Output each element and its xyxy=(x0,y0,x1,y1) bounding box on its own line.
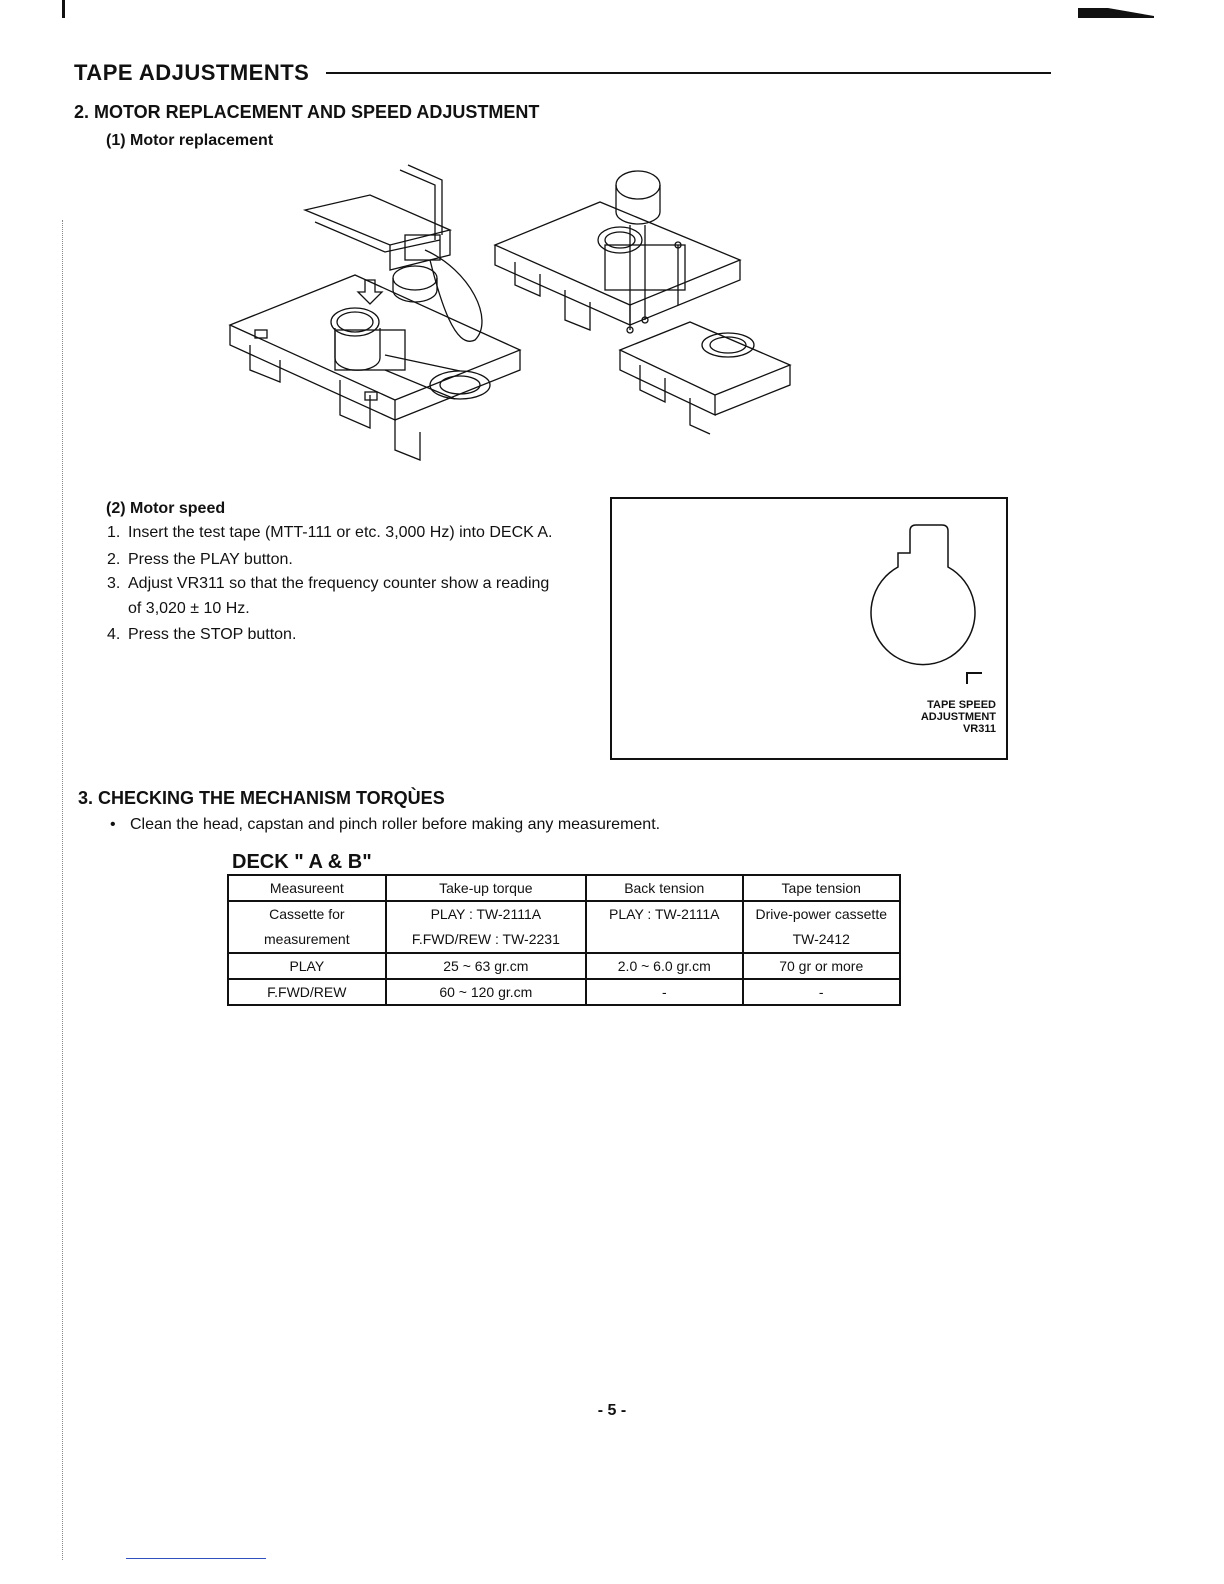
table-cell: PLAY xyxy=(228,953,386,979)
table-header: Measureent xyxy=(228,875,386,901)
page-title: TAPE ADJUSTMENTS xyxy=(74,60,310,85)
table-cell: 60 ~ 120 gr.cm xyxy=(386,979,586,1005)
scan-mark xyxy=(62,0,65,18)
deck-chassis-left xyxy=(230,275,520,460)
removed-motor-assembly xyxy=(305,165,482,341)
bullet: • xyxy=(110,816,116,833)
table-cell: - xyxy=(586,979,742,1005)
section-2-title: 2. MOTOR REPLACEMENT AND SPEED ADJUSTMENT xyxy=(74,102,540,122)
step-2: 2. Press the PLAY button. xyxy=(107,551,293,568)
table-row xyxy=(228,979,900,1005)
table-cell: Drive-power cassette TW-2412 xyxy=(743,901,901,953)
table-cell: PLAY : TW-2111A F.FWD/REW : TW-2231 xyxy=(386,901,586,953)
table-row xyxy=(228,953,900,979)
table-header: Tape tension xyxy=(743,875,901,901)
page-number: - 5 - xyxy=(597,1402,627,1419)
deck-chassis-right xyxy=(495,171,790,434)
vr311-label: TAPE SPEED ADJUSTMENT VR311 xyxy=(920,699,996,735)
table-cell: 25 ~ 63 gr.cm xyxy=(386,953,586,979)
margin-line xyxy=(62,220,63,1560)
motor-replacement-diagram xyxy=(220,150,800,470)
table-cell: PLAY : TW-2111A xyxy=(586,901,742,953)
corner-scan-mark xyxy=(1078,8,1154,18)
table-cell: 70 gr or more xyxy=(743,953,901,979)
title-rule xyxy=(326,72,1051,74)
table-cell: - xyxy=(743,979,901,1005)
table-header: Back tension xyxy=(586,875,742,901)
motor-speed-heading: (2) Motor speed xyxy=(106,500,226,517)
cleaning-note: • Clean the head, capstan and pinch roller before making any measurement. xyxy=(110,816,661,833)
step-3: 3. Adjust VR311 so that the frequency counter show a reading xyxy=(107,575,550,592)
motor-outline-diagram xyxy=(862,519,982,684)
deck-title: DECK " A & B" xyxy=(232,851,372,873)
motor-replacement-heading: (1) Motor replacement xyxy=(106,132,274,149)
step-4: 4. Press the STOP button. xyxy=(107,626,297,643)
table-cell: F.FWD/REW xyxy=(228,979,386,1005)
table-header-row xyxy=(228,875,900,901)
table-cell: 2.0 ~ 6.0 gr.cm xyxy=(586,953,742,979)
section-3-title: 3. CHECKING THE MECHANISM TORQÙES xyxy=(78,788,445,808)
table-cell: Cassette for measurement xyxy=(228,901,386,953)
down-arrow-icon xyxy=(358,280,382,304)
vr311-location-panel xyxy=(610,497,1008,760)
table-header: Take-up torque xyxy=(386,875,586,901)
table-row-cassette xyxy=(228,901,900,953)
torque-table xyxy=(227,874,901,1006)
step-1: 1. Insert the test tape (MTT-111 or etc. 3,000 Hz) into DECK A. xyxy=(107,524,553,541)
step-3-continued: of 3,020 ± 10 Hz. xyxy=(128,600,250,617)
footer-rule xyxy=(126,1558,266,1559)
